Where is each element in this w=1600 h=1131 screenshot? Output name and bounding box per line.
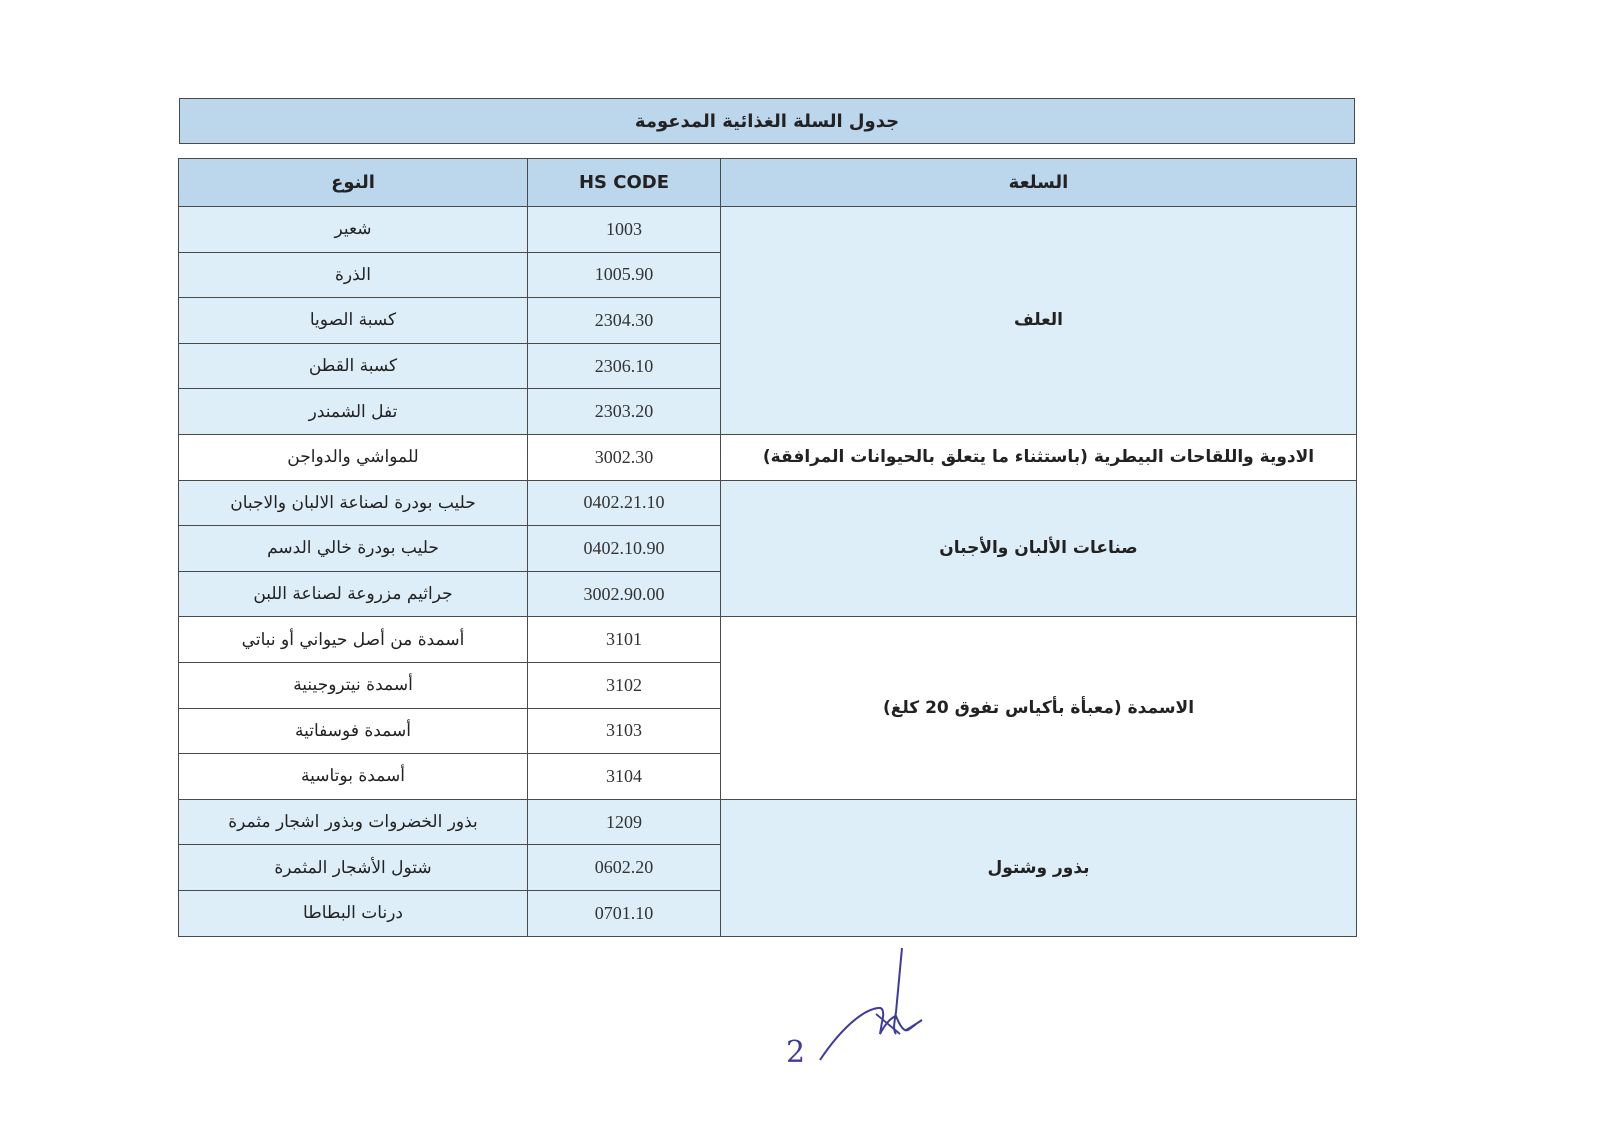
- type-cell: أسمدة بوتاسية: [179, 754, 528, 800]
- type-cell: حليب بودرة لصناعة الالبان والاجبان: [179, 480, 528, 526]
- hs-code-cell: 1209: [528, 799, 721, 845]
- type-cell: أسمدة من أصل حيواني أو نباتي: [179, 617, 528, 663]
- type-cell: درنات البطاطا: [179, 890, 528, 936]
- page-number: 2: [786, 1035, 806, 1070]
- hs-code-cell: 2304.30: [528, 298, 721, 344]
- table-row: [179, 434, 1357, 480]
- hs-code-cell: 0402.21.10: [528, 480, 721, 526]
- type-cell: كسبة القطن: [179, 343, 528, 389]
- hs-code-cell: 3002.90.00: [528, 571, 721, 617]
- table-row: [179, 617, 1357, 663]
- commodity-cell: الادوية واللقاحات البيطرية (باستثناء ما يتعلق بالحيوانات المرافقة): [721, 434, 1357, 480]
- header-type: النوع: [179, 159, 528, 207]
- hs-code-cell: 0602.20: [528, 845, 721, 891]
- type-cell: للمواشي والدواجن: [179, 434, 528, 480]
- hs-code-cell: 3102: [528, 662, 721, 708]
- hs-code-cell: 3101: [528, 617, 721, 663]
- hs-code-cell: 2306.10: [528, 343, 721, 389]
- table-row: [179, 480, 1357, 526]
- table-title: جدول السلة الغذائية المدعومة: [179, 98, 1355, 144]
- table-body: [179, 207, 1357, 937]
- header-row: [179, 159, 1357, 207]
- hs-code-cell: 1005.90: [528, 252, 721, 298]
- signature-mark: [786, 950, 960, 1070]
- type-cell: أسمدة نيتروجينية: [179, 662, 528, 708]
- hs-code-cell: 3103: [528, 708, 721, 754]
- type-cell: بذور الخضروات وبذور اشجار مثمرة: [179, 799, 528, 845]
- type-cell: كسبة الصويا: [179, 298, 528, 344]
- commodity-cell: العلف: [721, 207, 1357, 435]
- hs-code-cell: 0402.10.90: [528, 526, 721, 572]
- hs-code-cell: 0701.10: [528, 890, 721, 936]
- type-cell: الذرة: [179, 252, 528, 298]
- table-row: [179, 207, 1357, 253]
- commodity-cell: بذور وشتول: [721, 799, 1357, 936]
- type-cell: جراثيم مزروعة لصناعة اللبن: [179, 571, 528, 617]
- subsidized-basket-table: [178, 158, 1357, 937]
- type-cell: شتول الأشجار المثمرة: [179, 845, 528, 891]
- header-hs-code: HS CODE: [528, 159, 721, 207]
- type-cell: أسمدة فوسفاتية: [179, 708, 528, 754]
- hs-code-cell: 3104: [528, 754, 721, 800]
- type-cell: حليب بودرة خالي الدسم: [179, 526, 528, 572]
- type-cell: شعير: [179, 207, 528, 253]
- table-row: [179, 799, 1357, 845]
- commodity-cell: الاسمدة (معبأة بأكياس تفوق 20 كلغ): [721, 617, 1357, 799]
- hs-code-cell: 1003: [528, 207, 721, 253]
- hs-code-cell: 3002.30: [528, 434, 721, 480]
- hs-code-cell: 2303.20: [528, 389, 721, 435]
- type-cell: تفل الشمندر: [179, 389, 528, 435]
- commodity-cell: صناعات الألبان والأجبان: [721, 480, 1357, 617]
- header-commodity: السلعة: [721, 159, 1357, 207]
